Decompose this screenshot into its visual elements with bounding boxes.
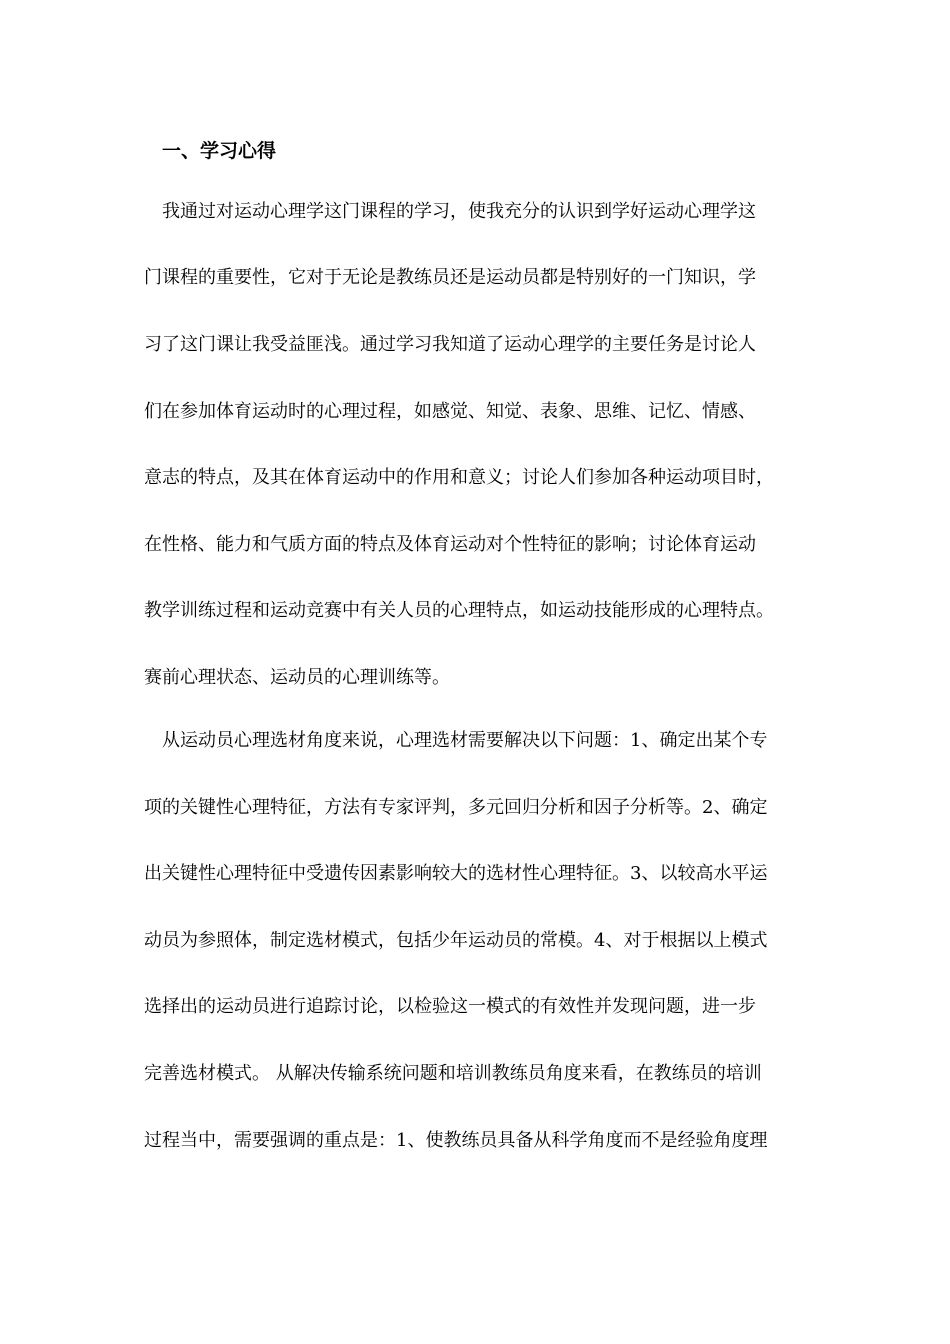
paragraph-line: 在性格、能力和气质方面的特点及体育运动对个性特征的影响；讨论体育运动: [144, 534, 756, 555]
paragraph-line: 意志的特点，及其在体育运动中的作用和意义；讨论人们参加各种运动项目时，: [144, 467, 774, 488]
section-heading: 一、学习心得: [162, 140, 277, 162]
paragraph-line: 完善选材模式。 从解决传输系统问题和培训教练员角度来看，在教练员的培训: [144, 1063, 762, 1084]
paragraph-line: 从运动员心理选材角度来说，心理选材需要解决以下问题：1、确定出某个专: [162, 730, 768, 751]
paragraph-line: 赛前心理状态、运动员的心理训练等。: [144, 667, 450, 688]
paragraph-line: 门课程的重要性，它对于无论是教练员还是运动员都是特别好的一门知识，学: [144, 267, 756, 288]
paragraph-line: 我通过对运动心理学这门课程的学习，使我充分的认识到学好运动心理学这: [162, 201, 756, 222]
paragraph-line: 习了这门课让我受益匪浅。通过学习我知道了运动心理学的主要任务是讨论人: [144, 334, 756, 355]
paragraph-line: 选择出的运动员进行追踪讨论，以检验这一模式的有效性并发现问题，进一步: [144, 996, 756, 1017]
paragraph-line: 们在参加体育运动时的心理过程，如感觉、知觉、表象、思维、记忆、情感、: [144, 401, 756, 422]
paragraph-line: 项的关键性心理特征，方法有专家评判，多元回归分析和因子分析等。2、确定: [144, 797, 768, 818]
paragraph-line: 动员为参照体，制定选材模式，包括少年运动员的常模。4、对于根据以上模式: [144, 930, 768, 951]
paragraph-line: 教学训练过程和运动竞赛中有关人员的心理特点，如运动技能形成的心理特点。: [144, 600, 774, 621]
paragraph-line: 出关键性心理特征中受遗传因素影响较大的选材性心理特征。3、以较高水平运: [144, 863, 768, 884]
paragraph-line: 过程当中，需要强调的重点是：1、使教练员具备从科学角度而不是经验角度理: [144, 1130, 768, 1151]
